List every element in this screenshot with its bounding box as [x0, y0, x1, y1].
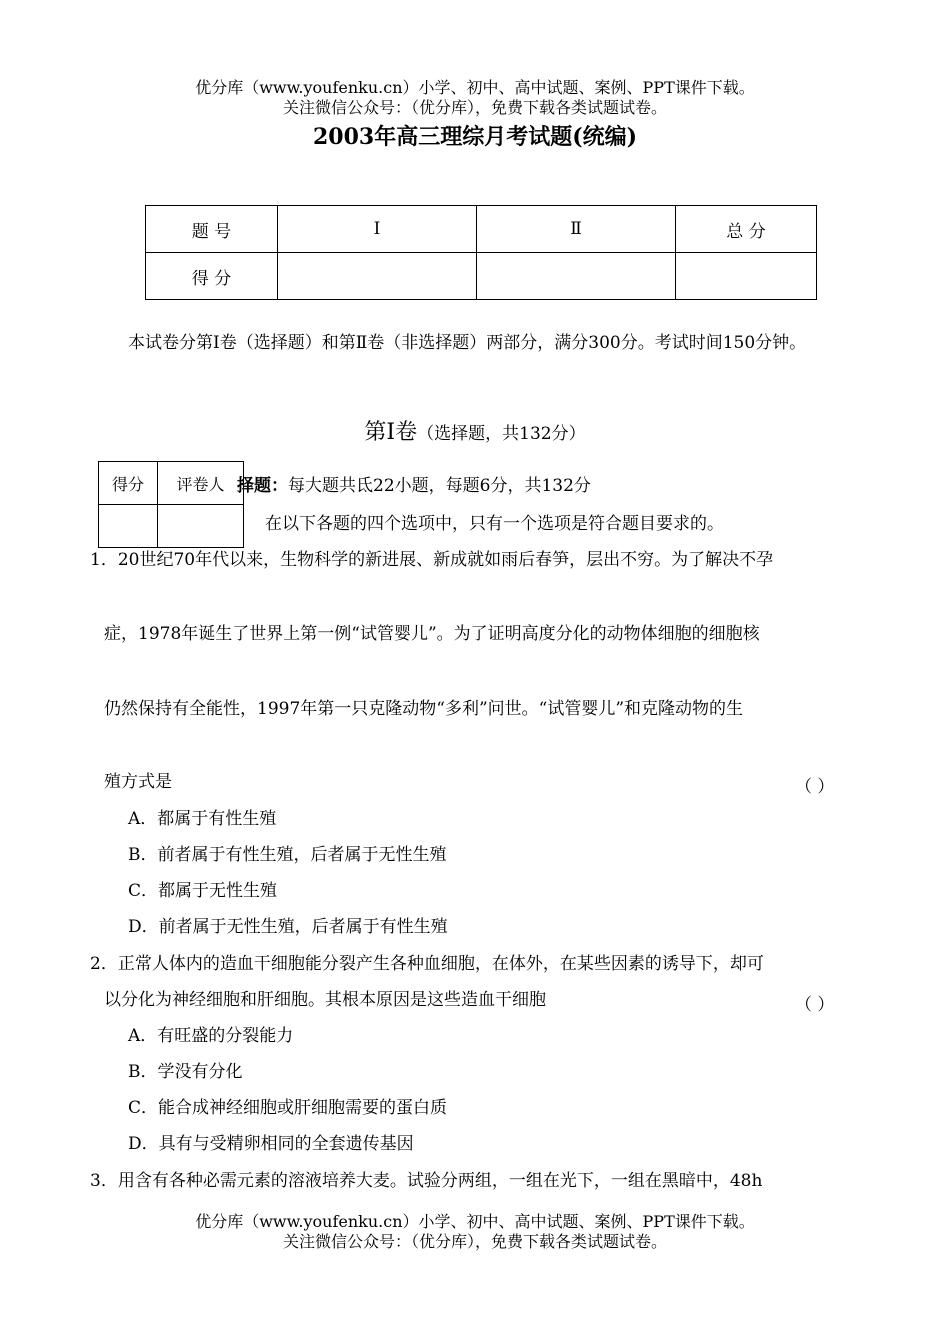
score-table-header-cell: 题 号 [146, 206, 278, 253]
question-2-line-1: 2．正常人体内的造血干细胞能分裂产生各种血细胞，在体外，在某些因素的诱导下，却可 [90, 954, 764, 974]
page-title: 2003年高三理综月考试题(统编) [312, 124, 638, 150]
score-table [145, 205, 817, 300]
option-b: B．学没有分化 [128, 1062, 243, 1082]
instruction-line-2: 在以下各题的四个选项中，只有一个选项是符合题目要求的。 [265, 514, 724, 534]
intro-paragraph: 本试卷分第Ⅰ卷（选择题）和第Ⅱ卷（非选择题）两部分，满分300分。考试时间150分钟。 [128, 333, 807, 353]
grader-name-label: 评卷人 [158, 462, 244, 505]
question-1-line-4: 殖方式是 [104, 772, 172, 792]
option-b: B．前者属于有性生殖，后者属于无性生殖 [128, 845, 447, 865]
footer-line-1: 优分库（www.youfenku.cn）小学、初中、高中试题、案例、PPT课件下载。 [195, 1212, 755, 1231]
section-title [0, 415, 950, 446]
instruction-line-1: 每大题共氐22小题，每题6分，共132分 [288, 476, 591, 496]
score-cell[interactable] [676, 253, 817, 300]
score-cell[interactable] [477, 253, 676, 300]
grader-name-cell[interactable] [158, 505, 244, 548]
question-1-line-2: 症，1978年诞生了世界上第一例“试管婴儿”。为了证明高度分化的动物体细胞的细胞核 [104, 624, 760, 644]
section-subtitle: （选择题，共132分） [417, 424, 586, 444]
grader-box [98, 461, 244, 548]
score-table-header-cell: Ⅰ [278, 206, 477, 253]
question-1-line-1: 1．20世纪70年代以来，生物科学的新进展、新成就如雨后春笋，层出不穷。为了解决不孕 [90, 550, 774, 570]
answer-paren[interactable]: （ ） [795, 995, 835, 1015]
option-d: D．具有与受精卵相同的全套遗传基因 [128, 1134, 414, 1154]
header-line-2: 关注微信公众号：（优分库），免费下载各类试题试卷。 [282, 98, 667, 117]
question-2-line-2: 以分化为神经细胞和肝细胞。其根本原因是这些造血干细胞 [104, 990, 546, 1010]
option-c: C．能合成神经细胞或肝细胞需要的蛋白质 [128, 1098, 448, 1118]
grader-score-cell[interactable] [99, 505, 158, 548]
grader-score-label: 得分 [99, 462, 158, 505]
header-line-1: 优分库（www.youfenku.cn）小学、初中、高中试题、案例、PPT课件下载。 [195, 78, 755, 97]
score-table-row-label: 得 分 [146, 253, 278, 300]
score-table-header-cell: 总 分 [676, 206, 817, 253]
score-cell[interactable] [278, 253, 477, 300]
score-table-header-cell: Ⅱ [477, 206, 676, 253]
option-a: A．有旺盛的分裂能力 [128, 1026, 294, 1046]
question-1-line-3: 仍然保持有全能性，1997年第一只克隆动物“多利”问世。“试管婴儿”和克隆动物的生 [104, 699, 744, 719]
option-c: C．都属于无性生殖 [128, 881, 278, 901]
option-a: A．都属于有性生殖 [128, 809, 277, 829]
option-d: D．前者属于无性生殖，后者属于有性生殖 [128, 917, 448, 937]
section-title-main: 第Ⅰ卷 [364, 420, 418, 445]
instruction-fragment: 择题： [237, 476, 288, 496]
footer-line-2: 关注微信公众号：（优分库），免费下载各类试题试卷。 [282, 1232, 667, 1251]
question-3-line-1: 3．用含有各种必需元素的溶液培养大麦。试验分两组，一组在光下，一组在黑暗中，48h [90, 1171, 763, 1191]
answer-paren[interactable]: （ ） [795, 777, 835, 797]
